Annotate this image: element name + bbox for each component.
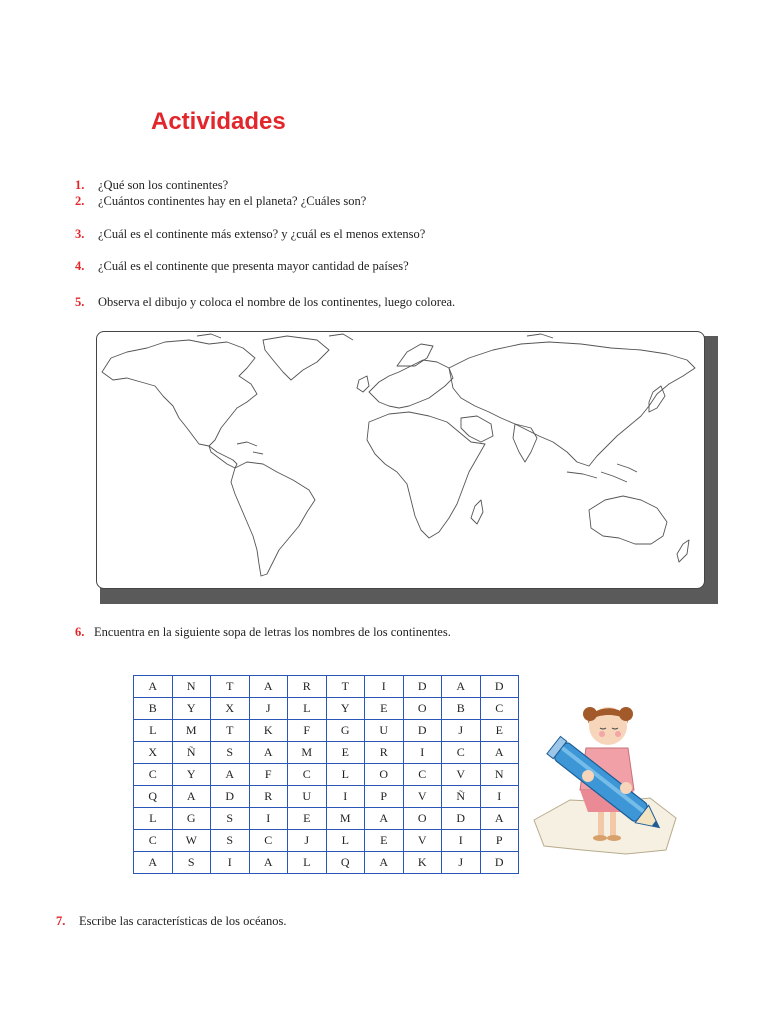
word-search-cell: L bbox=[288, 852, 327, 874]
word-search-cell: Q bbox=[134, 786, 173, 808]
japan-outline bbox=[649, 386, 665, 412]
word-search-row bbox=[134, 742, 519, 764]
question-text: ¿Cuál es el continente más extenso? y ¿cuál es el menos extenso? bbox=[98, 227, 426, 241]
word-search-cell: F bbox=[288, 720, 327, 742]
girl-with-pencil-illustration bbox=[530, 690, 680, 860]
question-3 bbox=[75, 227, 425, 242]
africa-outline bbox=[367, 412, 485, 538]
word-search-cell: C bbox=[134, 764, 173, 786]
europe-outline bbox=[369, 360, 453, 408]
word-search-cell: M bbox=[326, 808, 365, 830]
question-number: 7. bbox=[56, 914, 66, 928]
word-search-row bbox=[134, 830, 519, 852]
word-search-cell: O bbox=[403, 808, 442, 830]
question-number: 1. bbox=[75, 178, 85, 192]
word-search-cell: L bbox=[134, 720, 173, 742]
word-search-row bbox=[134, 676, 519, 698]
word-search-cell: J bbox=[249, 698, 288, 720]
word-search-cell: S bbox=[211, 830, 250, 852]
question-number: 4. bbox=[75, 259, 85, 273]
word-search-row bbox=[134, 852, 519, 874]
word-search-cell: B bbox=[442, 698, 481, 720]
word-search-cell: C bbox=[134, 830, 173, 852]
word-search-cell: T bbox=[211, 676, 250, 698]
word-search-cell: E bbox=[365, 830, 404, 852]
question-text: ¿Cuántos continentes hay en el planeta? ¿Cuáles son? bbox=[98, 194, 367, 208]
word-search-cell: O bbox=[365, 764, 404, 786]
word-search-cell: I bbox=[480, 786, 519, 808]
word-search-cell: J bbox=[442, 720, 481, 742]
word-search-cell: V bbox=[403, 786, 442, 808]
word-search-cell: R bbox=[365, 742, 404, 764]
word-search-cell: A bbox=[442, 676, 481, 698]
word-search-cell: E bbox=[288, 808, 327, 830]
word-search-cell: A bbox=[480, 808, 519, 830]
question-2 bbox=[75, 194, 366, 209]
question-text: Encuentra en la siguiente sopa de letras los nombres de los continentes. bbox=[94, 625, 451, 639]
word-search-cell: X bbox=[211, 698, 250, 720]
south-america-outline bbox=[231, 462, 315, 576]
word-search-cell: C bbox=[249, 830, 288, 852]
north-america-outline bbox=[102, 340, 257, 446]
word-search-cell: I bbox=[326, 786, 365, 808]
word-search-row bbox=[134, 764, 519, 786]
word-search-cell: G bbox=[172, 808, 211, 830]
word-search-cell: U bbox=[365, 720, 404, 742]
central-america-outline bbox=[209, 446, 237, 468]
word-search-cell: D bbox=[211, 786, 250, 808]
word-search-cell: P bbox=[365, 786, 404, 808]
world-map bbox=[96, 331, 705, 589]
word-search-cell: I bbox=[403, 742, 442, 764]
word-search-cell: A bbox=[211, 764, 250, 786]
australia-outline bbox=[589, 496, 667, 544]
question-text: ¿Cuál es el continente que presenta mayor cantidad de países? bbox=[98, 259, 409, 273]
word-search-cell: U bbox=[288, 786, 327, 808]
word-search-cell: C bbox=[442, 742, 481, 764]
word-search-cell: I bbox=[211, 852, 250, 874]
word-search-cell: E bbox=[365, 698, 404, 720]
word-search-cell: A bbox=[365, 808, 404, 830]
word-search-cell: A bbox=[365, 852, 404, 874]
word-search-cell: L bbox=[134, 808, 173, 830]
greenland-outline bbox=[263, 336, 329, 380]
word-search-cell: T bbox=[326, 676, 365, 698]
question-7 bbox=[56, 914, 287, 929]
word-search-row bbox=[134, 698, 519, 720]
word-search-row bbox=[134, 786, 519, 808]
word-search-cell: C bbox=[403, 764, 442, 786]
word-search-cell: D bbox=[480, 852, 519, 874]
word-search-cell: I bbox=[249, 808, 288, 830]
word-search-cell: L bbox=[288, 698, 327, 720]
word-search-cell: V bbox=[403, 830, 442, 852]
page-title: Actividades bbox=[151, 108, 286, 135]
word-search-cell: I bbox=[442, 830, 481, 852]
question-number: 5. bbox=[75, 295, 85, 309]
asia-outline bbox=[449, 342, 695, 466]
word-search-cell: E bbox=[326, 742, 365, 764]
word-search-grid bbox=[133, 675, 519, 874]
word-search-cell: P bbox=[480, 830, 519, 852]
word-search-cell: Q bbox=[326, 852, 365, 874]
question-text: Observa el dibujo y coloca el nombre de los continentes, luego colorea. bbox=[98, 295, 456, 309]
word-search-cell: Y bbox=[172, 764, 211, 786]
word-search-cell: J bbox=[288, 830, 327, 852]
word-search-cell: D bbox=[403, 720, 442, 742]
question-number: 6. bbox=[75, 625, 85, 639]
question-number: 3. bbox=[75, 227, 85, 241]
word-search-cell: C bbox=[480, 698, 519, 720]
word-search-cell: I bbox=[365, 676, 404, 698]
question-4 bbox=[75, 259, 409, 274]
word-search-cell: B bbox=[134, 698, 173, 720]
scandinavia-outline bbox=[397, 344, 433, 366]
question-5 bbox=[75, 295, 455, 310]
word-search-cell: A bbox=[249, 742, 288, 764]
word-search-cell: T bbox=[211, 720, 250, 742]
word-search-cell: A bbox=[134, 676, 173, 698]
word-search-row bbox=[134, 808, 519, 830]
india-outline bbox=[513, 424, 537, 462]
word-search-cell: Ñ bbox=[442, 786, 481, 808]
word-search-cell: W bbox=[172, 830, 211, 852]
word-search-cell: A bbox=[480, 742, 519, 764]
word-search-cell: K bbox=[249, 720, 288, 742]
word-search-cell: D bbox=[480, 676, 519, 698]
word-search-cell: N bbox=[172, 676, 211, 698]
question-1 bbox=[75, 178, 228, 193]
word-search-cell: K bbox=[403, 852, 442, 874]
word-search-cell: J bbox=[442, 852, 481, 874]
word-search-cell: M bbox=[288, 742, 327, 764]
word-search-cell: F bbox=[249, 764, 288, 786]
madagascar-outline bbox=[471, 500, 483, 524]
indonesia-outline bbox=[567, 464, 637, 482]
question-number: 2. bbox=[75, 194, 85, 208]
word-search-cell: R bbox=[249, 786, 288, 808]
word-search-cell: Ñ bbox=[172, 742, 211, 764]
arctic-islands-outline bbox=[197, 334, 553, 340]
british-isles-outline bbox=[357, 376, 369, 392]
world-map-outline bbox=[97, 332, 704, 588]
word-search-cell: S bbox=[211, 808, 250, 830]
word-search-row bbox=[134, 720, 519, 742]
word-search-cell: O bbox=[403, 698, 442, 720]
caribbean-outline bbox=[237, 442, 263, 454]
word-search-cell: R bbox=[288, 676, 327, 698]
word-search-cell: M bbox=[172, 720, 211, 742]
new-zealand-outline bbox=[677, 540, 689, 562]
word-search-cell: N bbox=[480, 764, 519, 786]
word-search-cell: D bbox=[403, 676, 442, 698]
word-search-cell: G bbox=[326, 720, 365, 742]
word-search-cell: L bbox=[326, 830, 365, 852]
word-search-cell: X bbox=[134, 742, 173, 764]
question-text: ¿Qué son los continentes? bbox=[98, 178, 229, 192]
word-search-cell: S bbox=[211, 742, 250, 764]
word-search-cell: A bbox=[172, 786, 211, 808]
word-search-cell: Y bbox=[326, 698, 365, 720]
word-search-cell: A bbox=[134, 852, 173, 874]
word-search-cell: S bbox=[172, 852, 211, 874]
question-6 bbox=[75, 625, 451, 640]
question-text: Escribe las características de los océanos. bbox=[79, 914, 287, 928]
word-search-cell: V bbox=[442, 764, 481, 786]
word-search-cell: D bbox=[442, 808, 481, 830]
word-search-cell: L bbox=[326, 764, 365, 786]
word-search-cell: A bbox=[249, 676, 288, 698]
word-search-cell: Y bbox=[172, 698, 211, 720]
word-search-cell: E bbox=[480, 720, 519, 742]
word-search-cell: A bbox=[249, 852, 288, 874]
word-search-cell: C bbox=[288, 764, 327, 786]
